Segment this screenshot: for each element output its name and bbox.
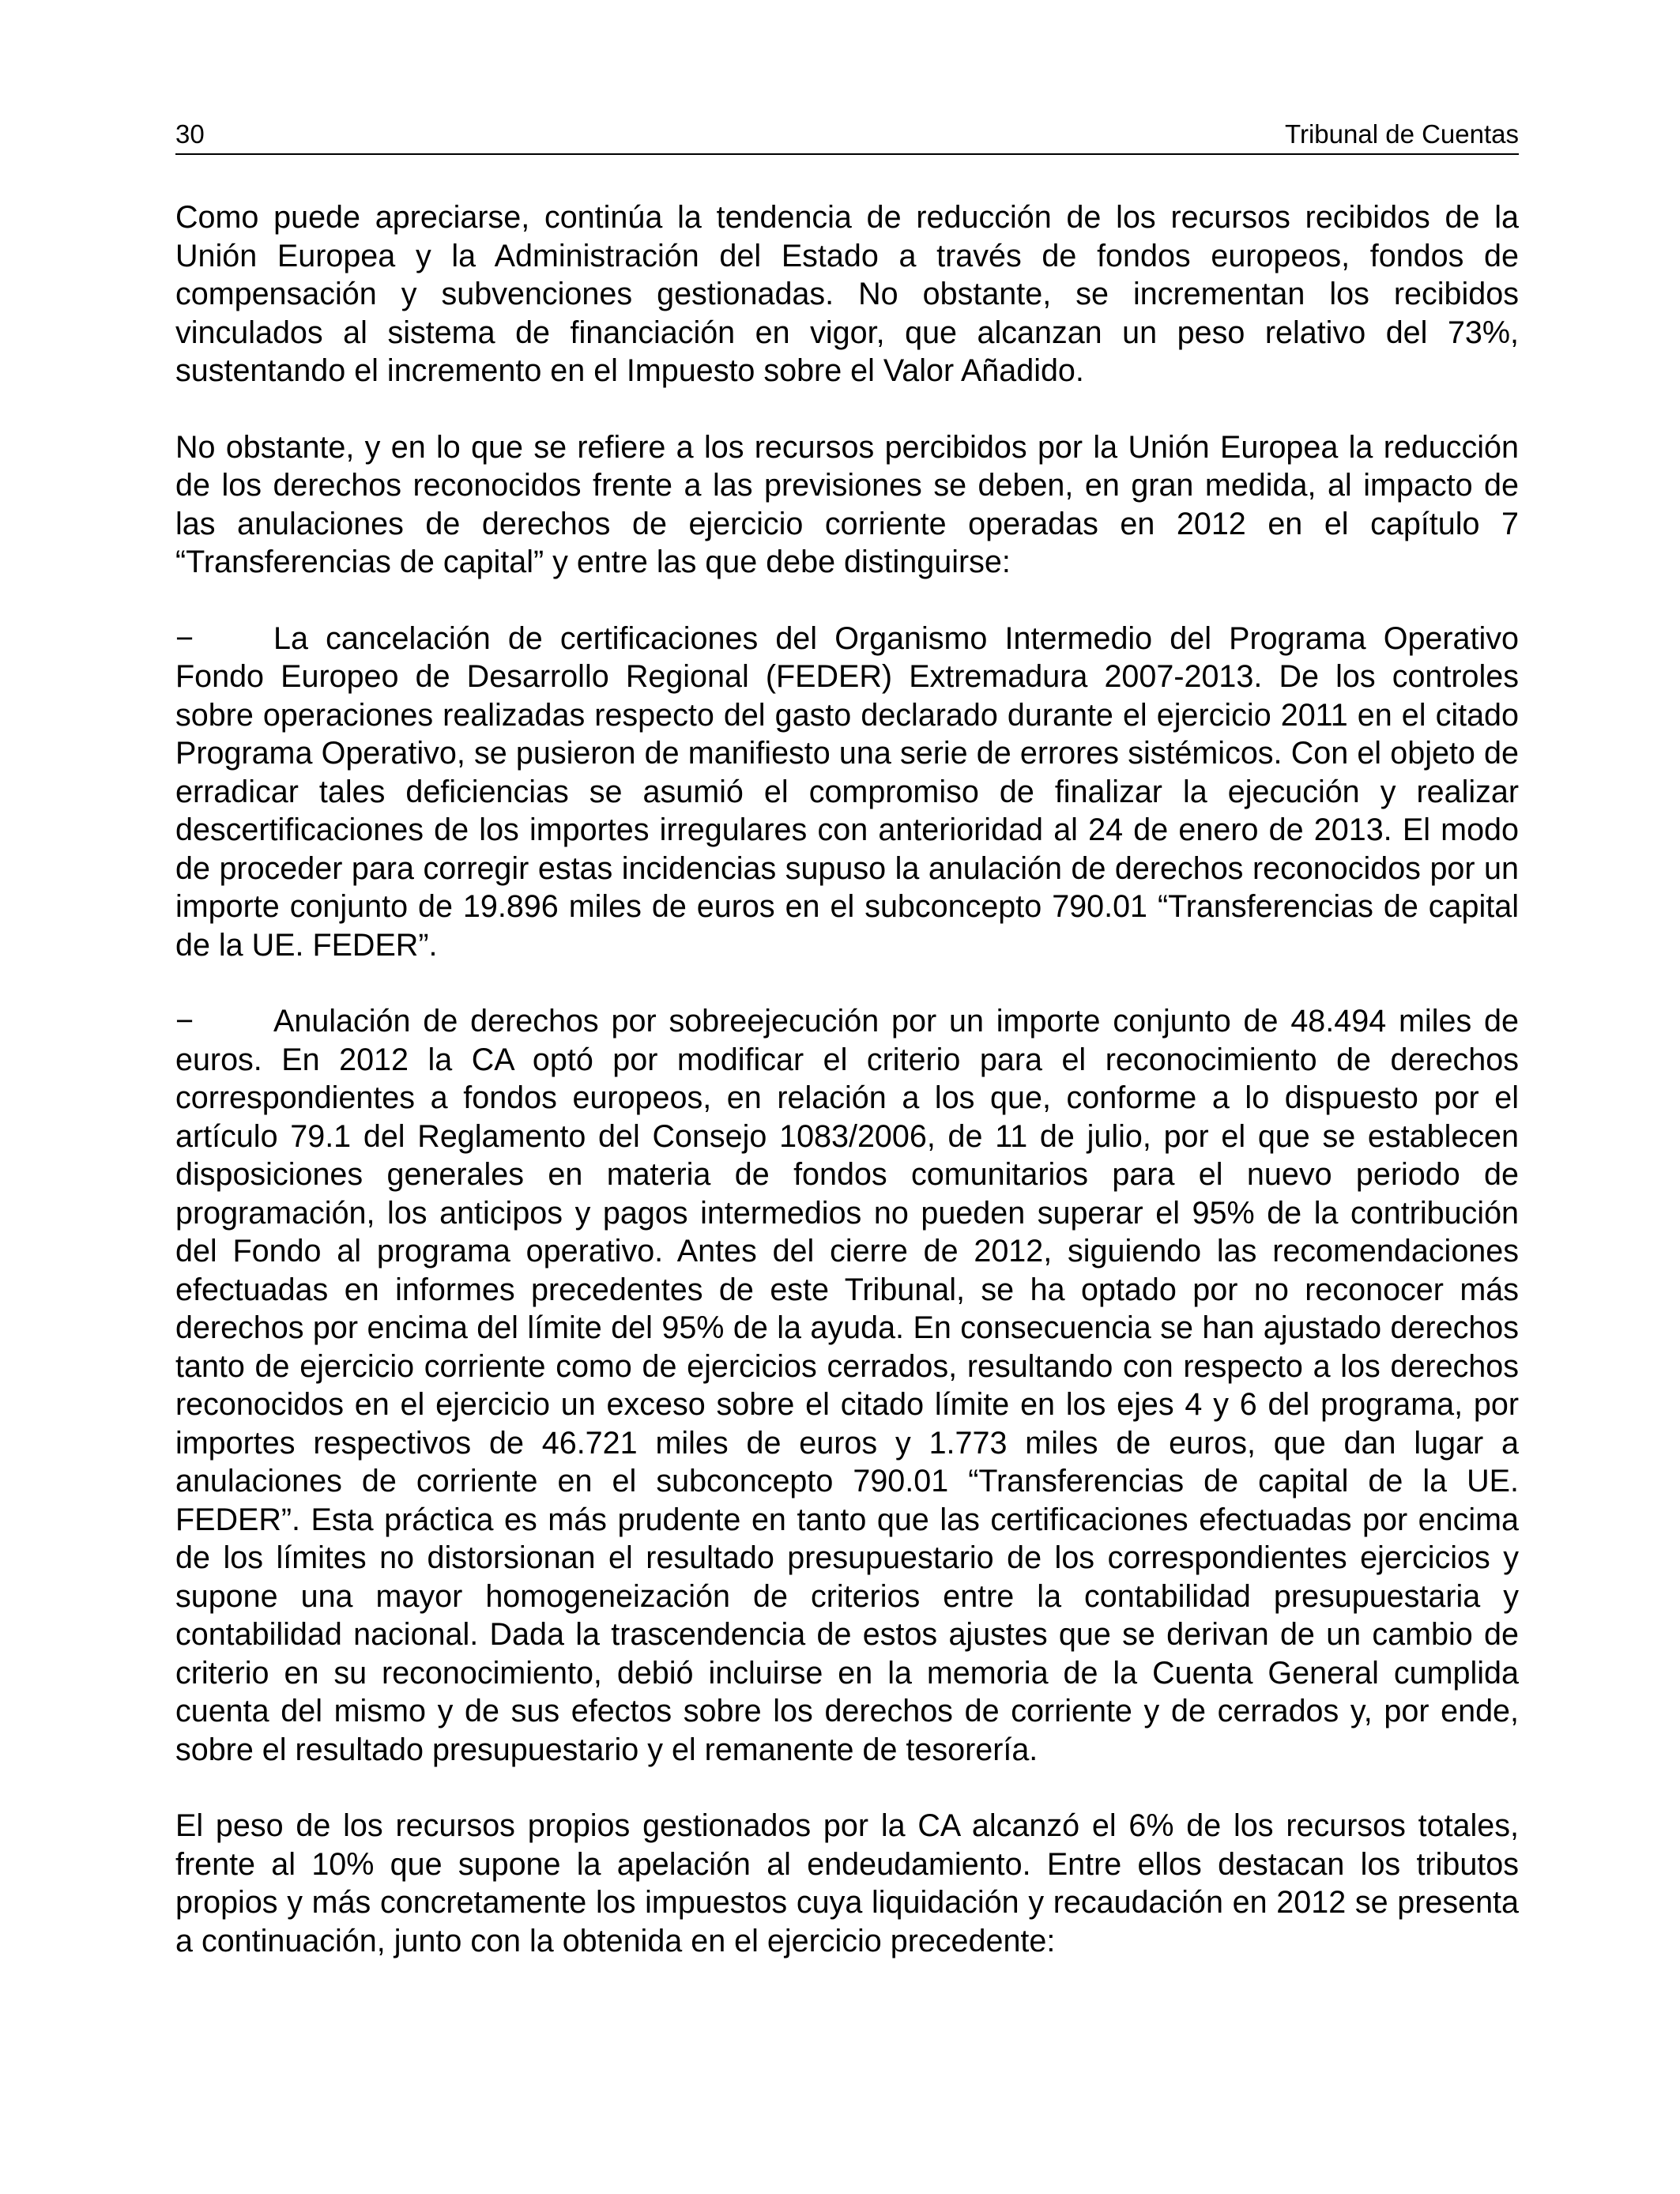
bullet-text: Anulación de derechos por sobreejecución por un importe conjunto de 48.494 miles de euros. En 2012 la CA optó por modificar el criterio para el reconocimiento de derechos correspondientes a fondos europeos, en relación a los que, conforme a lo dispuesto por el artículo 79.1 del Reglamento del Consejo 1083/2006, de 11 de julio, por el que se establecen disposiciones generales en materia de fondos comunitarios para el nuevo periodo de programación, los anticipos y pagos intermedios no pueden superar el 95% de la contribución del Fondo al programa operativo. Antes del cierre de 2012, siguiendo las recomendaciones efectuadas en informes precedentes de este Tribunal, se ha optado por no reconocer más derechos por encima del límite del 95% de la ayuda. En consecuencia se han ajustado derechos tanto de ejercicio corriente como de ejercicios cerrados, resultando con respecto a los derechos reconocidos en el ejercicio un exceso sobre el citado límite en los ejes 4 y 6 del programa, por importes respectivos de 46.721 miles de euros y 1.773 miles de euros, que dan lugar a anulaciones de corriente en el subconcepto 790.01 “Transferencias de capital de la UE. FEDER”. Esta práctica es más prudente en tanto que las certificaciones efectuadas por encima de los límites no distorsionan el resultado presupuestario de los correspondientes ejercicios y supone una mayor homogeneización de criterios entre la contabilidad presupuestaria y contabilidad nacional. Dada la trascendencia de estos ajustes que se derivan de un cambio de criterio en su reconocimiento, debió incluirse en la memoria de la Cuenta General cumplida cuenta del mismo y de sus efectos sobre los derechos de corriente y de cerrados y, por ende, sobre el resultado presupuestario y el remanente de tesorería.	[175, 1004, 1519, 1767]
bullet-item-overexecution	[175, 1002, 1519, 1769]
page-header	[175, 119, 1519, 155]
document-page	[175, 0, 1519, 2194]
paragraph-trend: Como puede apreciarse, continúa la tendencia de reducción de los recursos recibidos de la Unión Europea y la Administración del Estado a través de fondos europeos, fondos de compensación y subvenciones gestionadas. No obstante, se incrementan los recibidos vinculados al sistema de financiación en vigor, que alcanzan un peso relativo del 73%, sustentando el incremento en el Impuesto sobre el Valor Añadido.	[175, 200, 1519, 388]
paragraph-own-resources: El peso de los recursos propios gestionados por la CA alcanzó el 6% de los recursos totales, frente al 10% que supone la apelación al endeudamiento. Entre ellos destacan los tributos propios y más concretamente los impuestos cuya liquidación y recaudación en 2012 se presenta a continuación, junto con la obtenida en el ejercicio precedente:	[175, 1808, 1519, 1958]
bullet-item-feder-cancellation	[175, 620, 1519, 965]
page-number: 30	[175, 119, 205, 149]
running-title: Tribunal de Cuentas	[1285, 119, 1519, 149]
paragraph-eu-resources: No obstante, y en lo que se refiere a los recursos percibidos por la Unión Europea la reducción de los derechos reconocidos frente a las previsiones se deben, en gran medida, al impacto de las anulaciones de derechos de ejercicio corriente operadas en 2012 en el capítulo 7 “Transferencias de capital” y entre las que debe distinguirse:	[175, 429, 1519, 579]
bullet-dash: −	[175, 620, 194, 656]
bullet-text: La cancelación de certificaciones del Organismo Intermedio del Programa Operativo Fondo Europeo de Desarrollo Regional (FEDER) Extremadura 2007-2013. De los controles sobre operaciones realizadas respecto del gasto declarado durante el ejercicio 2011 en el citado Programa Operativo, se pusieron de manifiesto una serie de errores sistémicos. Con el objeto de erradicar tales deficiencias se asumió el compromiso de finalizar la ejecución y realizar descertificaciones de los importes irregulares con anterioridad al 24 de enero de 2013. El modo de proceder para corregir estas incidencias supuso la anulación de derechos reconocidos por un importe conjunto de 19.896 miles de euros en el subconcepto 790.01 “Transferencias de capital de la UE. FEDER”.	[175, 620, 1519, 963]
body-text	[175, 198, 1519, 1960]
bullet-dash: −	[175, 1004, 194, 1039]
